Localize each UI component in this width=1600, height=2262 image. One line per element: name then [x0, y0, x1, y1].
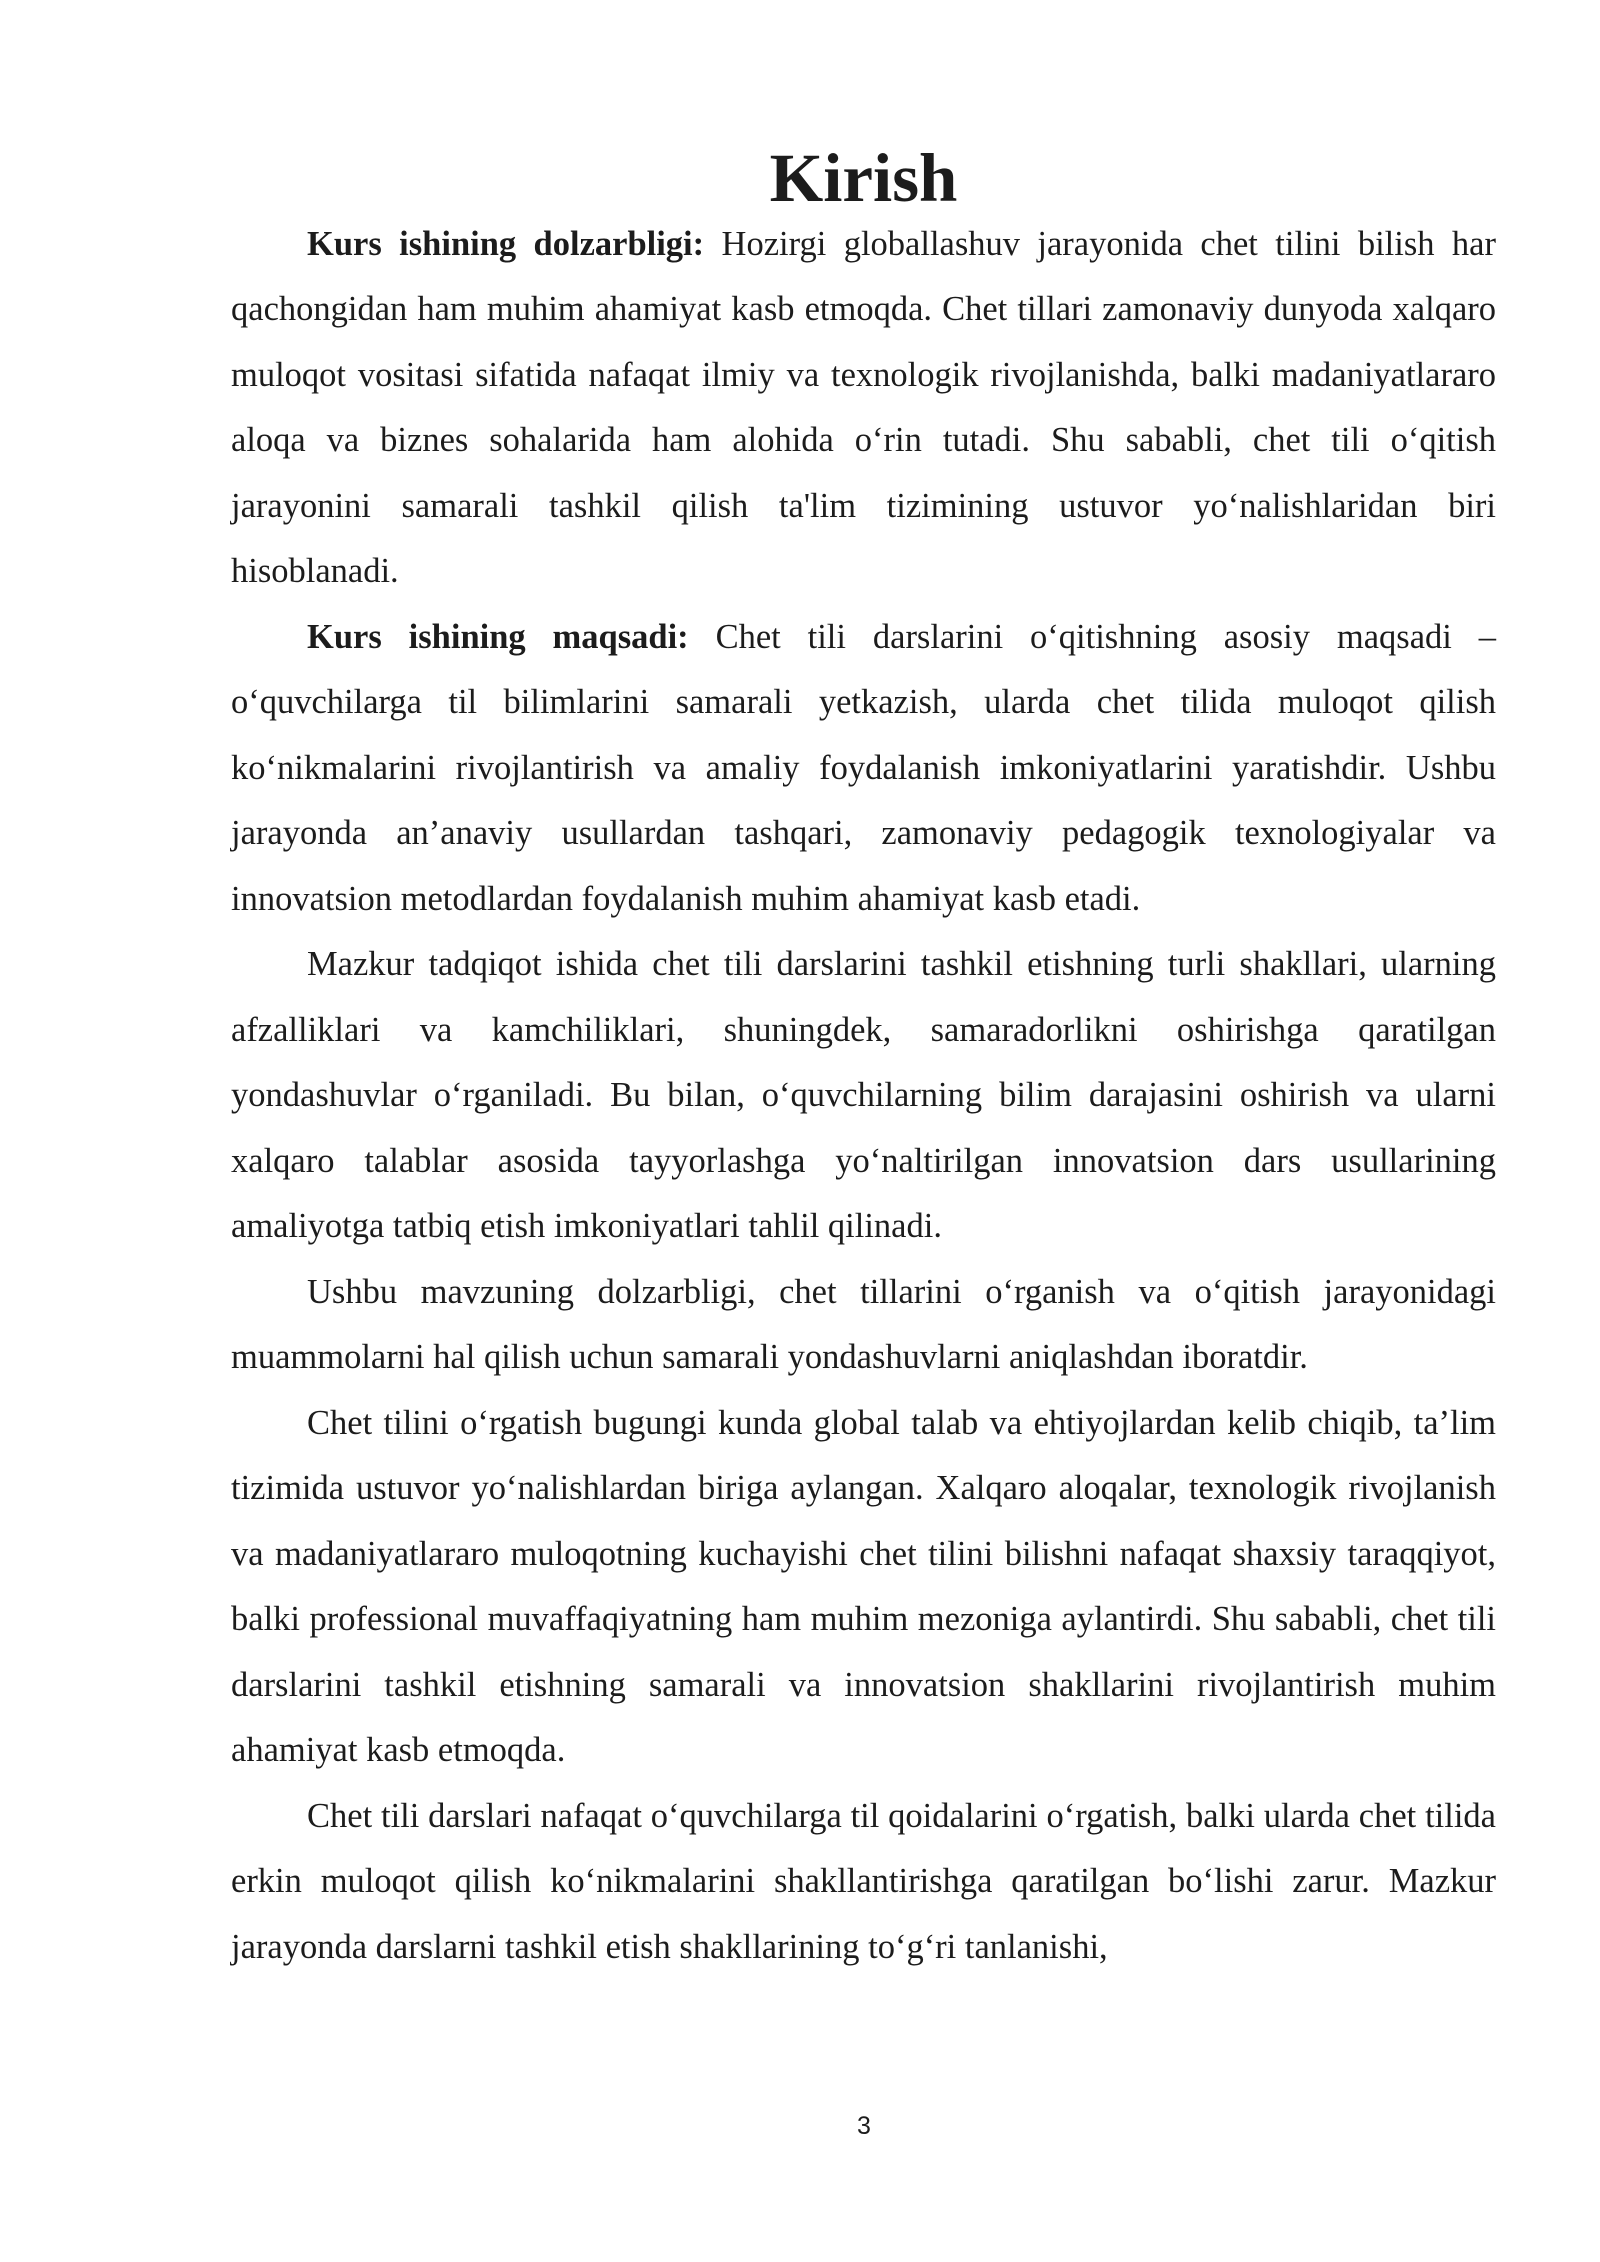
paragraph-relevance — [231, 212, 1496, 605]
paragraph-global-demand — [231, 1391, 1496, 1784]
paragraph-topic-relevance — [231, 1260, 1496, 1391]
page-body — [231, 140, 1496, 1980]
paragraph-research-scope — [231, 932, 1496, 1260]
paragraph-lead: Kurs ishining dolzarbligi: — [307, 224, 705, 263]
paragraph-text: Chet tilini o‘rgatish bugungi kunda global talab va ehtiyojlardan kelib chiqib, ta’lim tizimida ustuvor yo‘nalishlardan biriga aylangan. Xalqaro aloqalar, texnologik rivojlanish va madaniyatlararo muloqotning kuchayishi chet tilini bilishni nafaqat shaxsiy taraqqiyot, balki professional muvaffaqiyatning ham muhim mezoniga aylantirdi. Shu sababli, chet tili darslarini tashkil etishning samarali va innovatsion shakllarini rivojlantirish muhim ahamiyat kasb etmoqda. — [231, 1403, 1496, 1769]
section-heading: Kirish — [769, 140, 958, 216]
paragraph-lead: Kurs ishining maqsadi: — [307, 617, 689, 656]
paragraph-text: Mazkur tadqiqot ishida chet tili darslarini tashkil etishning turli shakllari, ularning afzalliklari va kamchiliklari, shuningdek, samaradorlikni oshirishga qaratilgan yondashuvlar o‘rganiladi. Bu bilan, o‘quvchilarning bilim darajasini oshirish va ularni xalqaro talablar asosida tayyorlashga yo‘naltirilgan innovatsion dars usullarining amaliyotga tatbiq etish imkoniyatlari tahlil qilinadi. — [231, 945, 1496, 1245]
paragraph-purpose — [231, 605, 1496, 933]
paragraph-text: Chet tili darslari nafaqat o‘quvchilarga til qoidalarini o‘rgatish, balki ularda chet tilida erkin muloqot qilish ko‘nikmalarini shakllantirishga qaratilgan bo‘lishi zarur. Mazkur jarayonda darslarni tashkil etish shakllarining to‘g‘ri tanlanishi, — [231, 1796, 1496, 1966]
paragraph-text: Hozirgi globallashuv jarayonida chet tilini bilish har qachongidan ham muhim ahamiyat kasb etmoqda. Chet tillari zamonaviy dunyoda xalqaro muloqot vositasi sifatida nafaqat ilmiy va texnologik rivojlanishda, balki madaniyatlararo aloqa va biznes sohalarida ham alohida o‘rin tutadi. Shu sababli, chet tili o‘qitish jarayonini samarali tashkil qilish ta'lim tizimining ustuvor yo‘nalishlaridan biri hisoblanadi. — [231, 224, 1496, 590]
paragraph-text: Chet tili darslarini o‘qitishning asosiy maqsadi – o‘quvchilarga til bilimlarini samarali yetkazish, ularda chet tilida muloqot qilish ko‘nikmalarini rivojlantirish va amaliy foydalanish imkoniyatlarini yaratishdir. Ushbu jarayonda an’anaviy usullardan tashqari, zamonaviy pedagogik texnologiyalar va innovatsion metodlardan foydalanish muhim ahamiyat kasb etadi. — [231, 617, 1496, 918]
paragraph-text: Ushbu mavzuning dolzarbligi, chet tillarini o‘rganish va o‘qitish jarayonidagi muammolarni hal qilish uchun samarali yondashuvlarni aniqlashdan iboratdir. — [231, 1272, 1496, 1376]
page-number: 3 — [857, 2112, 871, 2140]
paragraph-lesson-goals — [231, 1784, 1496, 1981]
